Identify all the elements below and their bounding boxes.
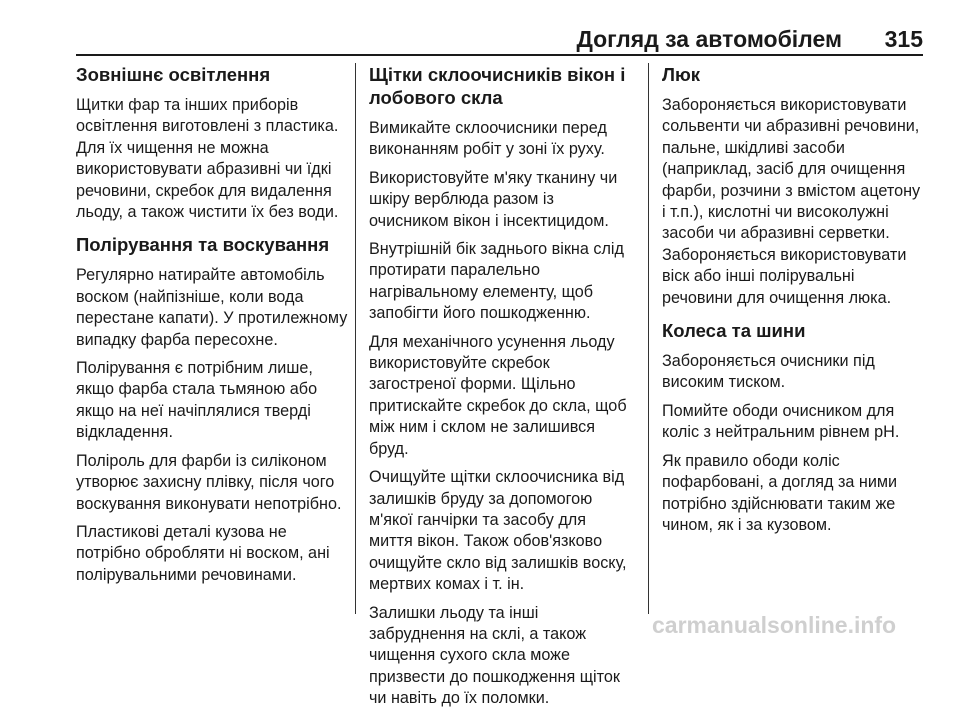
page-header [0,0,960,58]
paragraph: Використовуйте м'яку тканину чи шкіру верблюда разом із очисником вікон і інсектицидом. [369,168,618,230]
paragraph: Вимикайте склоочисники перед виконанням робіт у зоні їх руху. [369,119,607,159]
paragraph: Забороняється використовувати сольвенти чи абразивні речовини, пальне, шкідливі засоби (наприклад, засіб для очищення фарби, розчини з вмістом ацетону і т.п.), кислотні чи високолужні засоби чи абразивні серветки. Забороняється використовувати віск або інші полірувальні речовини для очищення люка. [662,96,921,307]
column-1 [76,63,348,593]
section-heading: Люк [662,64,701,85]
chapter-title: Догляд за автомобілем [576,26,842,52]
section-heading: Щітки склоочисників вікон і лобового скла [369,64,626,108]
column-3 [662,63,928,543]
paragraph: Поліроль для фарби із силіконом утворює захисну плівку, після чого воскування виконувати непотрібно. [76,451,342,513]
column-divider [648,63,649,614]
paragraph: Регулярно натирайте автомобіль воском (найпізніше, коли вода перестане капати). У протилежному випадку фарба пересохне. [76,266,348,349]
paragraph: Забороняється очисники під високим тиском. [662,352,875,392]
paragraph: Щитки фар та інших приборів освітлення виготовлені з пластика. Для їх чищення не можна використовувати абразивні чи їдкі речовини, скребок для видалення льоду, а також чистити їх без води. [76,96,339,222]
paragraph: Помийте ободи очисником для коліс з нейтральним рівнем pH. [662,401,900,442]
paragraph: Полірування є потрібним лише, якщо фарба стала тьмяною або якщо на неї начіплялися тверді відкладення. [76,359,318,442]
section-heading: Колеса та шини [662,320,806,342]
paragraph: Пластикові деталі кузова не потрібно обробляти ні воском, ані полірувальними речовинами. [76,522,330,584]
watermark: carmanualsonline.info [652,612,897,638]
header-rule [76,54,923,56]
paragraph: Як правило ободи коліс пофарбовані, а догляд за ними потрібно здійснювати таким же чином, як і за кузовом. [662,451,898,534]
section-heading: Полірування та воскування [76,234,330,256]
paragraph: Залишки льоду та інші забруднення на склі, а також чищення сухого скла може призвести до пошкодження щіток чи навіть до їх поломки. [369,603,620,708]
paragraph: Для механічного усунення льоду використовуйте скребок загостреної форми. Щільно притискайте скребок до скла, щоб між ним і склом не залишився бруд. [369,332,627,458]
column-2 [369,63,634,717]
page-number: 315 [884,26,923,52]
paragraph: Очищуйте щітки склоочисника від залишків бруду за допомогою м'якої ганчірки та засобу для миття вікон. Також обов'язково очищуйте скло від залишків воску, мертвих комах і т. ін. [369,468,627,594]
section-heading: Зовнішнє освітлення [76,64,271,85]
column-divider [355,63,356,614]
paragraph: Внутрішній бік заднього вікна слід протирати паралельно нагрівальному елементу, щоб запобігти його пошкодженню. [369,240,624,323]
